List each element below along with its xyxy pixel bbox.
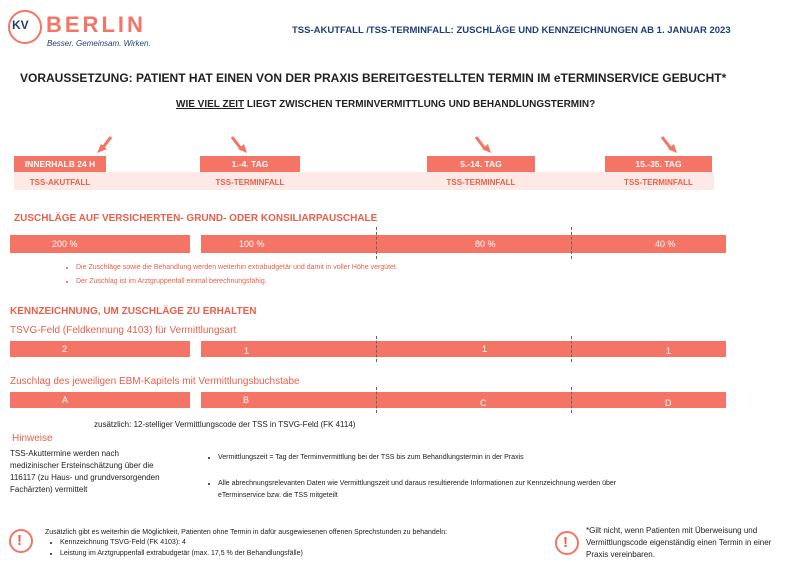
arrow-down-icon (228, 135, 248, 155)
arrow-down-icon (97, 135, 117, 155)
hint-item: • Alle abrechnungsrelevanten Daten wie Vermittlungszeit und daraus resultierende Informationen zur Kennzeichnung werden über eTerminservice bzw. die TSS mitgeteilt (218, 478, 646, 502)
period-label: 5.-14. TAG (427, 156, 535, 172)
surcharges-title: ZUSCHLÄGE AUF VERSICHERTEN- GRUND- ODER KONSILIARPAUSCHALE (14, 213, 378, 224)
logo-name: BERLIN (46, 12, 146, 37)
logo-tagline: Besser. Gemeinsam. Wirken. (47, 39, 151, 48)
open-hours-intro: Zusätzlich gibt es weiterhin die Möglichkeit, Patienten ohne Termin in dafür ausgewiesenen offenen Sprechstunden zu behandeln: (45, 529, 448, 536)
hint-item: • Vermittlungszeit = Tag der Terminvermittlung bei der TSS bis zum Behandlungstermin in der Praxis (218, 452, 646, 464)
ebm-bar-appointment: B C D (201, 392, 726, 408)
note-item: • Der Zuschlag ist im Arztgruppenfall einmal berechnungsfähig. (76, 276, 424, 288)
period-divider (376, 387, 377, 413)
period-divider (571, 336, 572, 362)
ebm-bar-acute: A (10, 392, 190, 408)
surcharge-bar-appointment: 100 % 80 % 40 % (201, 235, 726, 253)
case-type-label: TSS-AKUTFALL (29, 178, 91, 187)
period-divider (571, 227, 572, 259)
vermittlungscode-note: zusätzlich: 12-stelliger Vermittlungscode der TSS in TSVG-Feld (FK 4114) (94, 420, 356, 429)
referral-note: *Gilt nicht, wenn Patienten mit Überweisung und Vermittlungscode eigenständig einen Termin in einer Praxis vereinbaren. (586, 526, 772, 559)
case-type-label: TSS-TERMINFALL (215, 178, 285, 187)
tsvg-bar-acute: 2 (10, 341, 190, 357)
main-headline: VORAUSSETZUNG: PATIENT HAT EINEN VON DER PRAXIS BEREITGESTELLTEN TERMIN IM eTERMINSERVICE GEBUCHT* (20, 71, 727, 85)
tsvg-bar-appointment: 1 1 1 (201, 341, 726, 357)
logo-mark-text: KV (12, 18, 29, 32)
logo (8, 10, 158, 50)
alert-glyph: ! (563, 534, 568, 551)
surcharge-notes (64, 262, 424, 288)
marking-title: KENNZEICHNUNG, UM ZUSCHLÄGE ZU ERHALTEN (10, 306, 257, 317)
open-hours-list (48, 537, 428, 559)
open-hours-item: • Leistung im Arztgruppenfall extrabudgetär (max. 17,5 % der Behandlungsfälle) (60, 548, 428, 559)
question-headline: WIE VIEL ZEIT LIEGT ZWISCHEN TERMINVERMITTLUNG UND BEHANDLUNGSTERMIN? (176, 99, 596, 110)
hints-title: Hinweise (12, 433, 53, 444)
period-label: 15.-35. TAG (605, 156, 712, 172)
period-divider (376, 336, 377, 362)
tsvg-label: TSVG-Feld (Feldkennung 4103) für Vermittlungsart (10, 325, 237, 336)
open-hours-item: • Kennzeichnung TSVG-Feld (FK 4103): 4 (60, 537, 428, 548)
period-divider (376, 227, 377, 259)
note-item: • Die Zuschläge sowie die Behandlung werden weiterhin extrabudgetär und damit in voller Höhe vergütet. (76, 262, 424, 274)
ebm-label: Zuschlag des jeweiligen EBM-Kapitels mit Vermittlungsbuchstabe (10, 376, 300, 387)
arrow-down-icon (658, 135, 678, 155)
period-label: INNERHALB 24 H (14, 156, 106, 172)
alert-glyph: ! (17, 532, 22, 549)
case-type-label: TSS-TERMINFALL (624, 178, 693, 187)
period-divider (571, 387, 572, 413)
arrow-down-icon (472, 135, 492, 155)
case-type-label: TSS-TERMINFALL (446, 178, 516, 187)
hint-acute: TSS-Akuttermine werden nach medizinischer Ersteinschätzung über die 116117 (zu Haus- und grundversorgenden Fachärzten) vermittelt (10, 449, 160, 494)
surcharge-bar-acute: 200 % (10, 235, 190, 253)
hints-list (206, 452, 646, 502)
period-label: 1.-4. TAG (200, 156, 300, 172)
document-title: TSS-AKUTFALL /TSS-TERMINFALL: ZUSCHLÄGE UND KENNZEICHNUNGEN AB 1. JANUAR 2023 (292, 25, 731, 36)
